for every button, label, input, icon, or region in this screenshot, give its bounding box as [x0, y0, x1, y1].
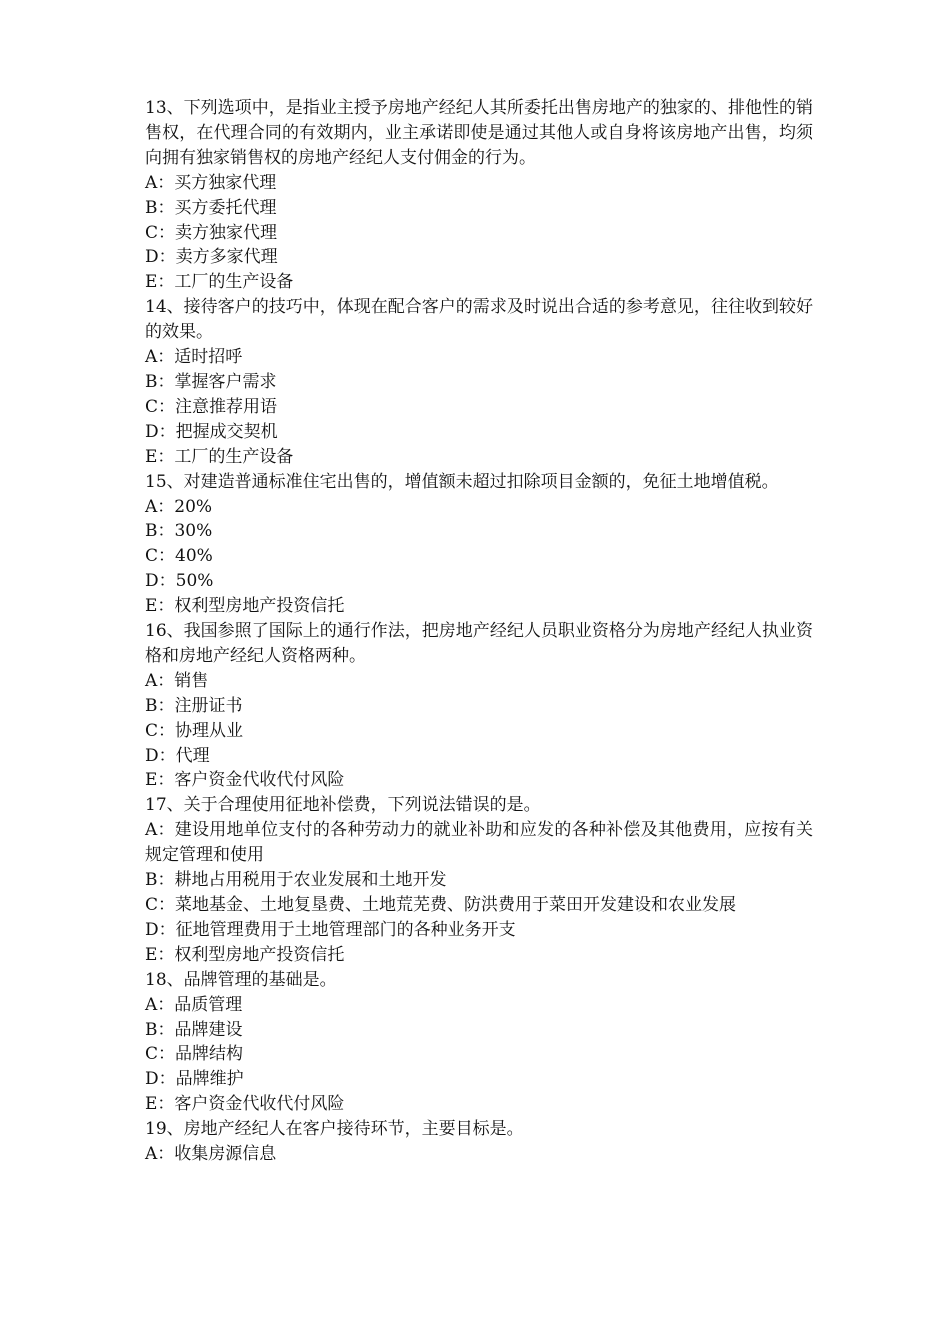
question-16-option-e: E：客户资金代收代付风险	[145, 770, 345, 791]
document-body	[145, 96, 813, 1167]
question-13-option-c: C：卖方独家代理	[145, 222, 278, 243]
question-18-option-c: C：品牌结构	[145, 1044, 244, 1065]
question-14-stem: 14、接待客户的技巧中，体现在配合客户的需求及时说出合适的参考意见，往往收到较好的效果。	[145, 297, 813, 343]
question-17-option-a: A：建设用地单位支付的各种劳动力的就业补助和应发的各种补偿及其他费用，应按有关规定管理和使用	[145, 820, 813, 866]
question-18-option-a: A：品质管理	[145, 994, 243, 1015]
question-15-option-b: B：30%	[145, 521, 213, 542]
question-16-option-a: A：销售	[145, 670, 209, 691]
question-18-option-d: D：品牌维护	[145, 1069, 244, 1090]
question-13-option-d: D：卖方多家代理	[145, 247, 278, 268]
question-13-option-a: A：买方独家代理	[145, 172, 277, 193]
question-13-option-e: E：工厂的生产设备	[145, 272, 294, 293]
question-19-option-a: A：收集房源信息	[145, 1144, 277, 1165]
question-17-option-c: C：菜地基金、土地复垦费、土地荒芜费、防洪费用于菜田开发建设和农业发展	[145, 895, 737, 915]
question-13-option-b: B：买方委托代理	[145, 197, 277, 218]
question-14-option-c: C：注意推荐用语	[145, 396, 278, 417]
question-14-option-d: D：把握成交契机	[145, 421, 278, 442]
question-16-option-b: B：注册证书	[145, 695, 243, 716]
question-16-option-d: D：代理	[145, 745, 210, 766]
question-15-option-a: A：20%	[145, 496, 213, 517]
question-14-option-b: B：掌握客户需求	[145, 371, 277, 392]
question-15-option-e: E：权利型房地产投资信托	[145, 596, 345, 617]
question-17-stem: 17、关于合理使用征地补偿费，下列说法错误的是。	[145, 795, 541, 816]
question-14-option-e: E：工厂的生产设备	[145, 446, 294, 467]
question-18-stem: 18、品牌管理的基础是。	[145, 969, 337, 990]
question-19-stem: 19、房地产经纪人在客户接待环节，主要目标是。	[145, 1119, 524, 1140]
question-17-option-e: E：权利型房地产投资信托	[145, 944, 345, 965]
question-14-option-a: A：适时招呼	[145, 347, 243, 368]
question-18-option-b: B：品牌建设	[145, 1019, 243, 1040]
question-17-option-b: B：耕地占用税用于农业发展和土地开发	[145, 870, 447, 891]
question-15-stem: 15、对建造普通标准住宅出售的，增值额未超过扣除项目金额的，免征土地增值税。	[145, 471, 779, 492]
question-16-option-c: C：协理从业	[145, 720, 244, 741]
question-15-option-c: C：40%	[145, 546, 213, 567]
question-16-stem: 16、我国参照了国际上的通行作法，把房地产经纪人员职业资格分为房地产经纪人执业资格和房地产经纪人资格两种。	[145, 621, 813, 666]
question-13-stem: 13、下列选项中，是指业主授予房地产经纪人其所委托出售房地产的独家的、排他性的销售权，在代理合同的有效期内，业主承诺即使是通过其他人或自身将该房地产出售，均须向拥有独家销售权的房地产经纪人支付佣金的行为。	[145, 98, 813, 168]
question-17-option-d: D：征地管理费用于土地管理部门的各种业务开支	[145, 919, 516, 940]
question-18-option-e: E：客户资金代收代付风险	[145, 1094, 345, 1115]
question-15-option-d: D：50%	[145, 571, 214, 592]
